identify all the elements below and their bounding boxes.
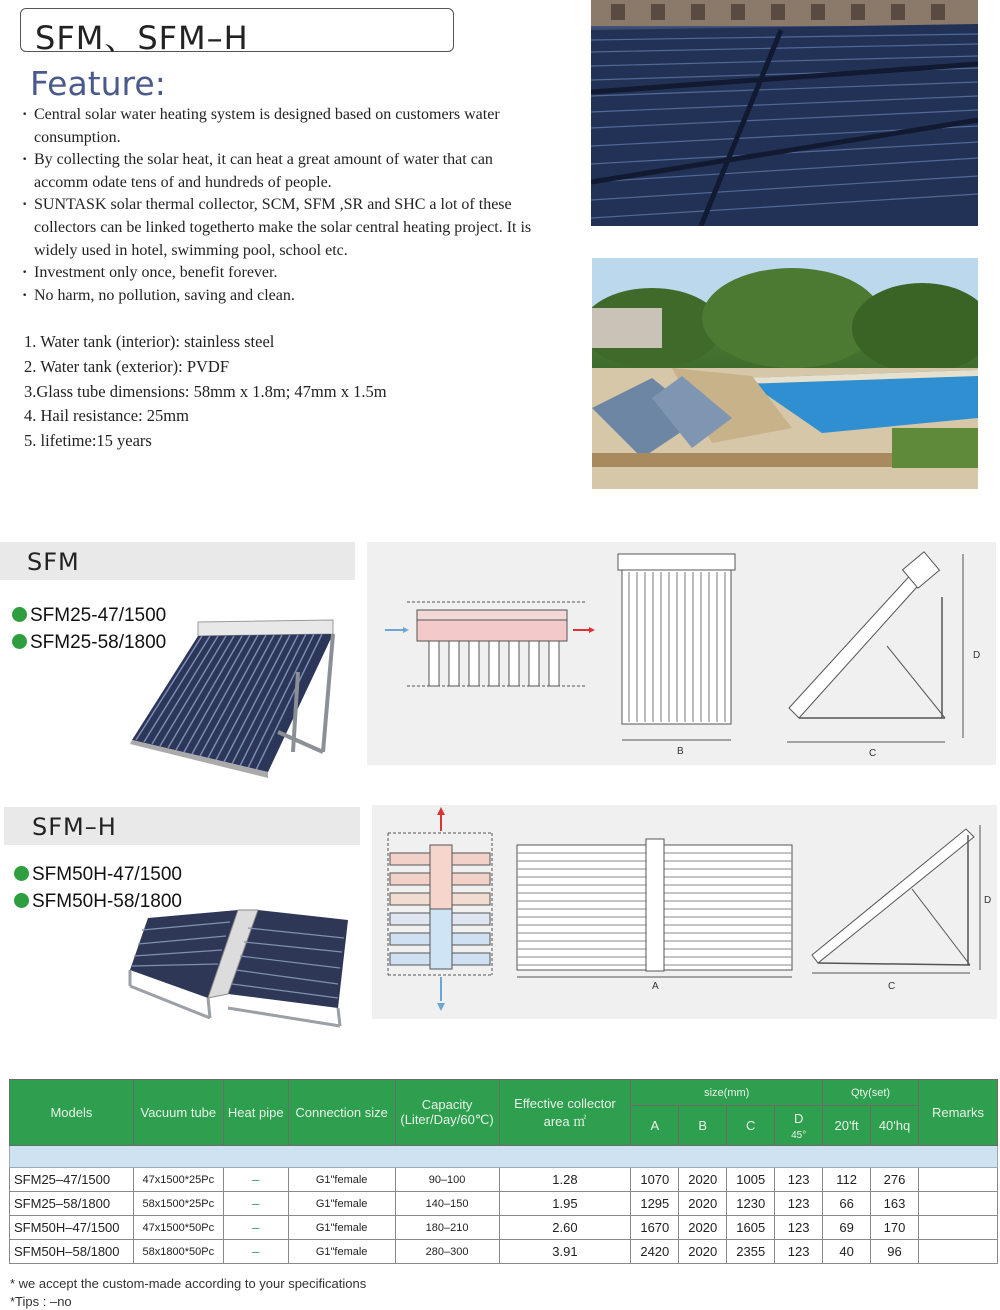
cell-size-c: 2355 [727,1240,775,1264]
page-title: SFM、SFM–H [35,19,249,57]
feature-bullet: · By collecting the solar heat, it can heat a great amount of water that can accomm odate tens of and hundreds of people. [20,149,540,194]
cell-qty-20ft: 112 [823,1168,871,1192]
title-box [20,8,454,57]
cell-capacity: 180–210 [395,1216,499,1240]
header-capacity: Capacity (Liter/Day/60℃) [395,1080,499,1146]
header-size-a: A [631,1106,679,1146]
header-qty: Qty(set) [823,1080,919,1106]
cell-size-b: 2020 [679,1240,727,1264]
cell-heat-pipe: – [223,1168,288,1192]
rooftop-collector-illustration [591,0,978,226]
sfmh-section-header [4,807,360,845]
pool-installation-photo [592,258,978,489]
cell-capacity: 280–300 [395,1240,499,1264]
cell-remarks [919,1240,998,1264]
cell-connection: G1"female [288,1216,395,1240]
sfm-diagram-panel [367,542,996,765]
cell-qty-20ft: 66 [823,1192,871,1216]
cell-qty-40hq: 96 [871,1240,919,1264]
cell-size-d: 123 [775,1216,823,1240]
feature-bullet: · Central solar water heating system is designed based on customers water consumption. [20,104,540,149]
rooftop-collector-photo [591,0,978,226]
cell-heat-pipe: – [223,1240,288,1264]
cell-size-b: 2020 [679,1192,727,1216]
size-d-angle: 45° [791,1129,807,1141]
cell-qty-20ft: 69 [823,1216,871,1240]
feature-bullet-list [20,104,540,307]
header-heat-pipe: Heat pipe [223,1080,288,1146]
cell-remarks [919,1216,998,1240]
cell-heat-pipe: – [223,1192,288,1216]
table-row [10,1240,998,1264]
feature-bullet: · SUNTASK solar thermal collector, SCM, SFM ,SR and SHC a lot of these collectors can be linked togetherto make the solar central heating project. It is widely used in hotel, swimming pool, school etc. [20,194,540,262]
sfmh-product-image [128,908,350,1030]
cell-tube: 58x1800*50Pc [133,1240,223,1264]
tips-note: *Tips : –no [10,1294,72,1309]
cell-qty-40hq: 163 [871,1192,919,1216]
cell-model: SFM25–58/1800 [10,1192,134,1216]
spec-list [24,330,387,454]
sfmh-section-label: SFM–H [32,813,117,841]
header-size: size(mm) [631,1080,823,1106]
cell-model: SFM50H–47/1500 [10,1216,134,1240]
cell-model: SFM50H–58/1800 [10,1240,134,1264]
custom-note: * we accept the custom-made according to your specifications [10,1276,367,1291]
sfm-section-header [0,542,355,580]
model-label: SFM25-47/1500 [30,605,167,626]
cell-tube: 58x1500*25Pc [133,1192,223,1216]
spec-item: 1. Water tank (interior): stainless steel [24,332,275,351]
cell-size-c: 1230 [727,1192,775,1216]
cell-connection: G1"female [288,1168,395,1192]
spec-table [9,1079,998,1264]
green-bullet-icon [14,893,29,908]
cell-size-a: 1070 [631,1168,679,1192]
cell-qty-40hq: 170 [871,1216,919,1240]
cell-capacity: 90–100 [395,1168,499,1192]
spec-item: 2. Water tank (exterior): PVDF [24,356,230,376]
header-vacuum-tube: Vacuum tube [133,1080,223,1146]
sfm-technical-drawing [367,542,996,765]
header-size-c: C [727,1106,775,1146]
cell-capacity: 140–150 [395,1192,499,1216]
header-connection-size: Connection size [288,1080,395,1146]
spec-item: 4. Hail resistance: 25mm [24,406,189,426]
table-row [10,1168,998,1192]
cell-area: 1.95 [499,1192,631,1216]
dimension-label-b: B [677,746,684,757]
sfmh-technical-drawing [372,805,997,1019]
dimension-label-a: A [652,981,659,992]
green-bullet-icon [12,607,27,622]
sfm-section-label: SFM [27,548,80,576]
spec-item: 3.Glass tube dimensions: 58mm x 1.8m; 47mm x 1.5m [24,381,387,401]
cell-tube: 47x1500*50Pc [133,1216,223,1240]
cell-model: SFM25–47/1500 [10,1168,134,1192]
cell-size-a: 2420 [631,1240,679,1264]
cell-size-b: 2020 [679,1168,727,1192]
header-size-d [775,1106,823,1146]
sfm-product-image [128,612,338,782]
table-spacer-row [10,1146,998,1168]
spec-item: 5. lifetime:15 years [24,431,152,451]
model-label: SFM25-58/1800 [30,632,167,653]
table-row [10,1216,998,1240]
header-effective-area: Effective collector area ㎡ [499,1080,631,1146]
cell-size-b: 2020 [679,1216,727,1240]
cell-size-d: 123 [775,1168,823,1192]
cell-heat-pipe: – [223,1216,288,1240]
cell-tube: 47x1500*25Pc [133,1168,223,1192]
pool-installation-illustration [592,258,978,489]
cell-connection: G1"female [288,1240,395,1264]
cell-qty-20ft: 40 [823,1240,871,1264]
cell-size-c: 1605 [727,1216,775,1240]
cell-qty-40hq: 276 [871,1168,919,1192]
size-d-label: D [793,1110,804,1126]
header-size-b: B [679,1106,727,1146]
sfmh-diagram-panel [372,805,997,1019]
table-row [10,1192,998,1216]
green-bullet-icon [12,634,27,649]
sfmh-model-item [14,864,182,886]
cell-size-d: 123 [775,1240,823,1264]
header-models: Models [10,1080,134,1146]
dimension-label-c: C [888,981,896,992]
feature-bullet: · Investment only once, benefit forever. [20,262,540,285]
dimension-label-d: D [984,895,992,906]
header-qty-20ft: 20'ft [823,1106,871,1146]
feature-heading: Feature: [30,64,166,103]
cell-size-c: 1005 [727,1168,775,1192]
cell-area: 1.28 [499,1168,631,1192]
model-label: SFM50H-47/1500 [32,864,182,885]
cell-size-a: 1670 [631,1216,679,1240]
dimension-label-c: C [869,748,877,759]
green-bullet-icon [14,866,29,881]
cell-area: 2.60 [499,1216,631,1240]
cell-area: 3.91 [499,1240,631,1264]
cell-size-d: 123 [775,1192,823,1216]
header-remarks: Remarks [919,1080,998,1146]
cell-size-a: 1295 [631,1192,679,1216]
model-label: SFM50H-58/1800 [32,891,182,912]
cell-remarks [919,1168,998,1192]
cell-connection: G1"female [288,1192,395,1216]
cell-remarks [919,1192,998,1216]
dimension-label-d: D [973,650,981,661]
feature-bullet: · No harm, no pollution, saving and clean. [20,285,540,308]
header-qty-40hq: 40'hq [871,1106,919,1146]
